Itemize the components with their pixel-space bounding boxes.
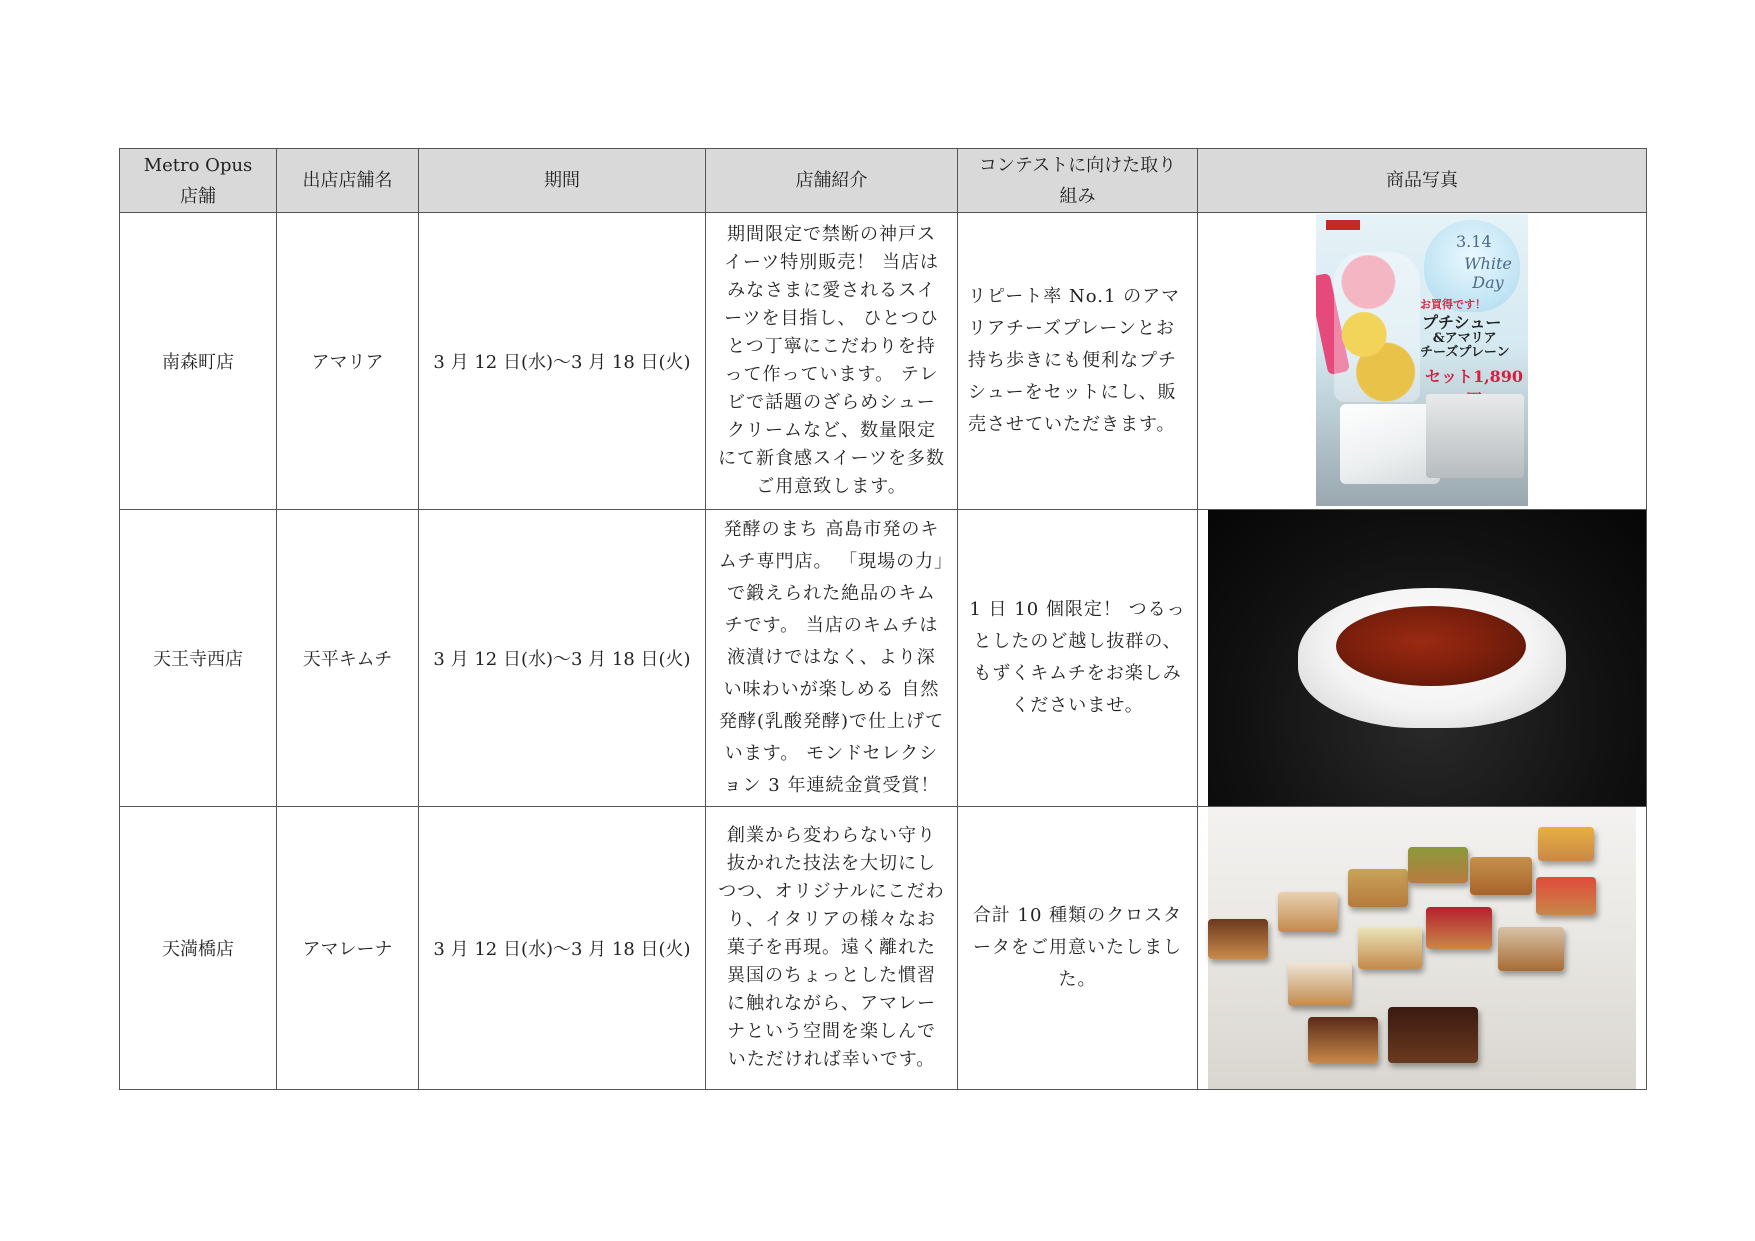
- shop-cell: 天平キムチ: [277, 510, 419, 807]
- store-cell: 天王寺西店: [120, 510, 277, 807]
- crostata-photo-image: [1208, 807, 1636, 1089]
- white-day-poster-image: [1316, 214, 1528, 506]
- cheesecake-tray: [1426, 394, 1524, 478]
- pastry: [1388, 1007, 1478, 1063]
- effort-cell: リピート率 No.1 のアマリアチーズプレーンとお持ち歩きにも便利なプチシューをセットにし、販売させていただきます。: [958, 213, 1198, 510]
- store-table: [119, 148, 1647, 1090]
- photo-cell: [1198, 807, 1647, 1090]
- header-store: [120, 149, 277, 213]
- effort-cell: 1 日 10 個限定！ つるっとしたのど越し抜群の、もずくキムチをお楽しみくださいませ。: [958, 510, 1198, 807]
- intro-cell: 発酵のまち 高島市発のキムチ専門店。 「現場の力」で鍛えられた絶品のキムチです。 当店のキムチは液漬けではなく、より深い味わいが楽しめる 自然発酵(乳酸発酵)で仕上げています。 モンドセレクション 3 年連続金賞受賞！: [706, 510, 958, 807]
- brand-logo: [1326, 220, 1360, 230]
- table-row: [120, 807, 1647, 1090]
- header-photo: 商品写真: [1198, 149, 1647, 213]
- pastry: [1408, 847, 1468, 883]
- photo-cell: [1198, 213, 1647, 510]
- header-intro: 店舗紹介: [706, 149, 958, 213]
- pastry: [1426, 907, 1492, 949]
- header-store-line2: 店舗: [180, 185, 216, 207]
- header-store-line1: Metro Opus: [143, 154, 253, 176]
- effort-cell: 合計 10 種類のクロスタータをご用意いたしました。: [958, 807, 1198, 1090]
- pastry: [1358, 927, 1422, 969]
- kimchi-photo-image: [1208, 510, 1646, 806]
- table-row: [120, 213, 1647, 510]
- header-effort-line1: コンテストに向けた取り: [978, 154, 1177, 176]
- intro-cell: 創業から変わらない守り抜かれた技法を大切にしつつ、オリジナルにこだわり、イタリアの様々なお菓子を再現。遠く離れた異国のちょっとした慣習に触れながら、アマレーナという空間を楽しんでいただければ幸いです。: [706, 807, 958, 1090]
- pastry: [1288, 962, 1352, 1006]
- photo-cell: [1198, 510, 1647, 807]
- poster-date: 3.14: [1456, 232, 1492, 251]
- header-effort: [958, 149, 1198, 213]
- cheesecake: [1340, 404, 1440, 484]
- poster-item1: プチシュー: [1422, 313, 1502, 332]
- pastry: [1536, 877, 1596, 915]
- header-row: [120, 149, 1647, 213]
- intro-cell: 期間限定で禁断の神戸スイーツ特別販売！ 当店はみなさまに愛されるスイーツを目指し、 ひとつひとつ丁寧にこだわりを持って作っています。 テレビで話題のざらめシュークリームなど、数量限定にて新食感スイーツを多数ご用意致します。: [706, 213, 958, 510]
- store-cell: 南森町店: [120, 213, 277, 510]
- store-cell: 天満橋店: [120, 807, 277, 1090]
- pastry: [1278, 892, 1338, 932]
- period-cell: 3 月 12 日(水)～3 月 18 日(火): [419, 807, 706, 1090]
- header-effort-line2: 組み: [1059, 185, 1096, 207]
- pastry: [1308, 1017, 1378, 1063]
- header-shop: 出店店舗名: [277, 149, 419, 213]
- shop-cell: アマレーナ: [277, 807, 419, 1090]
- pastry: [1498, 927, 1564, 971]
- shop-cell: アマリア: [277, 213, 419, 510]
- poster-price: セット1,890: [1424, 367, 1524, 386]
- poster-item2: &アマリア チーズプレーン: [1420, 331, 1510, 360]
- kimchi-food: [1336, 606, 1526, 686]
- table-row: [120, 510, 1647, 807]
- header-period: 期間: [419, 149, 706, 213]
- pastry: [1470, 857, 1532, 895]
- pastry: [1208, 919, 1268, 959]
- poster-event: White Day: [1464, 254, 1512, 292]
- period-cell: 3 月 12 日(水)～3 月 18 日(火): [419, 510, 706, 807]
- petit-choux-cup: [1334, 252, 1420, 402]
- period-cell: 3 月 12 日(水)～3 月 18 日(火): [419, 213, 706, 510]
- pastry: [1348, 869, 1408, 907]
- poster-deal: お買得です！: [1420, 298, 1486, 311]
- pastry: [1538, 827, 1594, 861]
